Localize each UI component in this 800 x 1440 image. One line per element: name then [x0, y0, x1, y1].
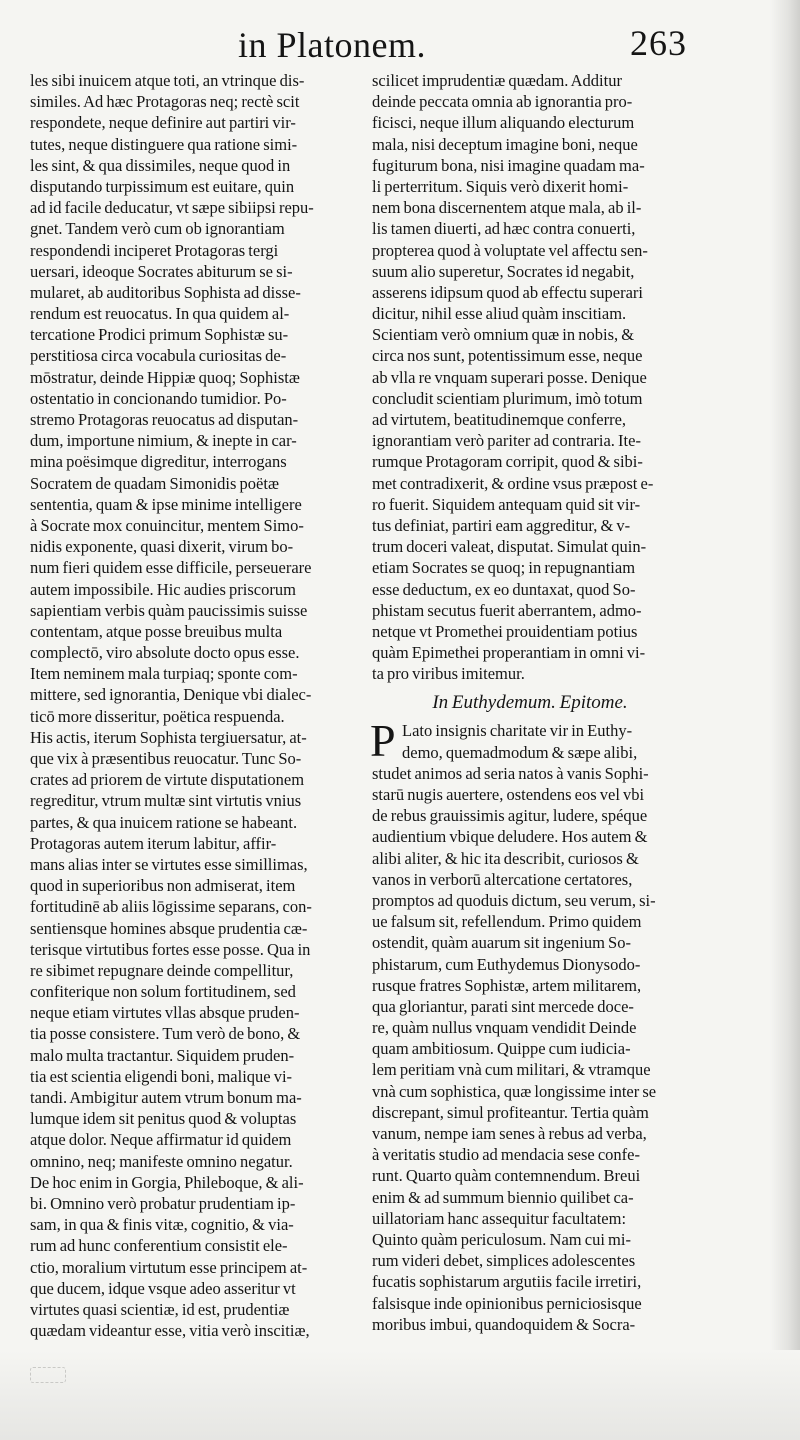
text-line: dum, importune nimium, & inepte in car-: [30, 431, 297, 451]
text-line: etiam Socrates se quoq; in repugnantiam: [372, 558, 636, 578]
text-line: scilicet imprudentiæ quædam. Additur: [372, 71, 622, 90]
text-line: respondete, neque definire aut partiri vir-: [30, 113, 296, 133]
text-line: mans alias inter se virtutes esse simillimas,: [30, 854, 308, 874]
text-line: ad id facile deducatur, vt sæpe sibiipsi repu-: [30, 198, 314, 218]
text-line: virtutes quasi scientiæ, id est, prudentiæ: [30, 1299, 290, 1319]
left-column: [30, 70, 360, 1341]
text-line: tia posse consistere. Tum verò de bono, &: [30, 1024, 301, 1044]
text-line: quàm Epimethei properantiam in omni vi-: [372, 643, 646, 663]
text-line: Item neminem mala turpiaq; sponte com-: [30, 664, 298, 684]
text-line: vanum, nempe iam senes à rebus ad verba,: [372, 1124, 647, 1143]
text-line: mōstratur, deinde Hippiæ quoq; Sophistæ: [30, 367, 300, 387]
text-line: uersari, ideoque Socrates abiturum se si-: [30, 261, 293, 281]
text-line: respondendi inciperet Protagoras tergi: [30, 240, 279, 260]
text-line: ad virtutem, beatitudinemque conferre,: [372, 410, 627, 429]
text-line: omnino, neq; manifeste omnino negatur.: [30, 1151, 293, 1171]
text-line: ab vlla re vnquam superari posse. Denique: [372, 367, 647, 387]
text-line: discrepant, simul profiteantur. Tertia quàm: [372, 1102, 649, 1122]
text-line: rumque Protagoram corripit, quod & sibi-: [372, 452, 643, 472]
text-line: audientium vbique deludere. Hos autem &: [372, 827, 648, 847]
text-line: autem impossibile. Hic audies priscorum: [30, 579, 296, 599]
text-line: asserens idipsum quod ab effectu superari: [372, 282, 643, 302]
text-line: ta pro viribus imitemur.: [372, 664, 525, 684]
text-line: De hoc enim in Gorgia, Phileboque, & ali-: [30, 1172, 304, 1192]
text-line: que ducem, idque vsque adeo asseritur vt: [30, 1278, 296, 1298]
text-line: contentam, atque posse breuibus multa: [30, 621, 283, 641]
text-line: les sibi inuicem atque toti, an vtrinque dis-: [30, 71, 305, 90]
text-line: ctio, moralium virtutum esse principem at-: [30, 1257, 308, 1277]
text-line: num fieri quidem esse difficile, perseuerare: [30, 558, 312, 578]
text-line: met contradixerit, & ordine vsus præpost e-: [372, 473, 654, 493]
text-line: re sibimet repugnare deinde compellitur,: [30, 960, 294, 980]
text-line: alibi aliter, & hic ita describit, curiosos &: [372, 848, 639, 868]
text-line: qua gloriantur, parati sint mercede doce-: [372, 996, 634, 1016]
text-line: tercatione Prodici primum Sophistæ su-: [30, 325, 289, 345]
text-line: propterea quod à voluptate vel affectu sen-: [372, 240, 648, 260]
text-line: gnet. Tandem verò cum ob ignorantiam: [30, 219, 285, 239]
text-line: fugiturum bona, nisi imagine quadam ma-: [372, 155, 645, 175]
text-line: ue falsum sit, refellendum. Primo quidem: [372, 912, 642, 932]
text-line: confiterique non solum fortitudinem, sed: [30, 982, 296, 1002]
text-line: rum videri debet, simplices adolescentes: [372, 1251, 636, 1271]
text-line: sapientiam verbis quàm paucissimis suisse: [30, 600, 308, 620]
text-line: falsisque inde opinionibus perniciosisque: [372, 1293, 642, 1313]
text-line: à veritatis studio ad mendacia sese confe-: [372, 1145, 640, 1165]
text-line: ticō more disseritur, poëtica respuenda.: [30, 706, 285, 726]
text-line: Socratem de quadam Simonidis poëtæ: [30, 473, 279, 493]
text-line: atque dolor. Neque affirmatur id quidem: [30, 1130, 292, 1150]
text-line: stremo Protagoras reuocatus ad disputan-: [30, 410, 299, 429]
text-line: starū nugis auertere, ostendens eos vel vbi: [372, 785, 645, 804]
text-line: netque vt Promethei prouidentiam potius: [372, 621, 638, 641]
text-line: similes. Ad hæc Protagoras neq; rectè scit: [30, 92, 300, 112]
epitome-first-lines: [370, 715, 688, 767]
text-line: demo, quemadmodum & sæpe alibi,: [402, 742, 638, 762]
right-column-top-text: [372, 70, 688, 684]
text-line: lem peritiam vnà cum militari, & vtramque: [372, 1060, 651, 1080]
text-line: perstitiosa circa vocabula curiositas de-: [30, 346, 287, 366]
text-line: ostendit, quàm auarum sit ingenium So-: [372, 933, 631, 953]
text-line: enim & ad summum biennio quilibet ca-: [372, 1187, 634, 1207]
text-line: promptos ad quoduis dictum, seu verum, si-: [372, 890, 656, 910]
text-line: mularet, ab auditoribus Sophista ad disse-: [30, 282, 301, 302]
text-line: bi. Omnino verò probatur prudentiam ip-: [30, 1193, 296, 1213]
page-bottom-shadow: [0, 1350, 800, 1440]
library-stamp: [30, 1367, 66, 1383]
text-line: tus definiat, partiri eam aggreditur, & v-: [372, 515, 631, 535]
text-line: phistarum, cum Euthydemus Dionysodo-: [372, 954, 641, 974]
right-column: [372, 70, 688, 1335]
text-line: crates ad priorem de virtute disputationem: [30, 770, 305, 790]
text-line: runt. Quarto quàm contemnendum. Breui: [372, 1166, 641, 1186]
text-line: de rebus grauissimis agitur, ludere, spéque: [372, 806, 648, 826]
text-line: que vix à præsentibus reuocatur. Tunc So-: [30, 749, 302, 768]
section-title: In Euthydemum. Epitome.: [432, 692, 628, 714]
text-line: uillatoriam hanc assequitur facultatem:: [372, 1208, 627, 1228]
text-line: phistam secutus fuerit aberrantem, admo-: [372, 600, 642, 620]
text-line: les sint, & qua dissimiles, neque quod in: [30, 155, 291, 175]
text-line: lumque idem sit penitus quod & voluptas: [30, 1109, 297, 1129]
text-line: complectō, viro absolute docto opus esse.: [30, 643, 300, 663]
text-line: Scientiam verò omnium quæ in nobis, &: [372, 325, 635, 345]
text-line: nidis exponente, quasi dixerit, virum bo-: [30, 537, 294, 557]
text-line: vanos in verborū altercatione certatores,: [372, 869, 633, 889]
text-line: mala, nisi deceptum imagine boni, neque: [372, 134, 638, 154]
text-line: disputando turpissimum est euitare, quin: [30, 176, 295, 196]
text-line: quod in superioribus non admiserat, item: [30, 876, 296, 896]
text-line: neque etiam virtutes vllas absque pruden-: [30, 1003, 300, 1023]
text-line: esse deductum, ex eo duntaxat, quod So-: [372, 579, 636, 599]
text-line: ro fuerit. Siquidem antequam quid sit vir-: [372, 494, 641, 514]
text-line: Protagoras autem iterum labitur, affir-: [30, 833, 277, 853]
text-line: partes, & qua inuicem ratione se habeant.: [30, 812, 298, 832]
text-line: nem bona discernentem atque mala, ab il-: [372, 198, 642, 218]
text-line: rendum est reuocatus. In qua quidem al-: [30, 304, 290, 324]
text-line: tandi. Ambigitur autem vtrum bonum ma-: [30, 1088, 302, 1107]
text-line: sam, in qua & finis vitæ, cognitio, & via-: [30, 1215, 294, 1235]
text-line: studet animos ad seria natos à vanis Sophi-: [372, 763, 649, 783]
text-line: terisque virtutibus fortes esse posse. Qua in: [30, 939, 311, 959]
text-line: vnà cum sophistica, quæ longissime inter se: [372, 1081, 657, 1101]
text-line: malo multa tractantur. Siquidem pruden-: [30, 1045, 295, 1065]
text-line: trum doceri valeat, disputat. Simulat quin-: [372, 537, 647, 557]
text-line: regreditur, vtrum multæ sint virtutis vnius: [30, 791, 302, 811]
running-head: in Platonem.: [238, 25, 426, 65]
text-line: rusque fratres Sophistæ, artem militarem,: [372, 975, 642, 995]
text-line: quam ambitiosum. Quippe cum iudicia-: [372, 1039, 631, 1059]
text-line: sententia, quam & ipse minime intelligere: [30, 494, 302, 514]
epitome-text: [372, 763, 688, 1335]
text-line: Lato insignis charitate vir in Euthy-: [402, 721, 633, 741]
text-line: His actis, iterum Sophista tergiuersatur, at-: [30, 727, 307, 747]
text-line: quædam videantur esse, vitia verò inscitiæ,: [30, 1321, 310, 1341]
text-line: re, quàm nullus vnquam vendidit Deinde: [372, 1018, 637, 1038]
text-line: suum alio superetur, Socrates id negabit,: [372, 261, 635, 281]
text-line: fortitudinē ab aliis lōgissime separans, con-: [30, 897, 312, 917]
text-line: concludit scientiam plurimum, imò totum: [372, 388, 643, 408]
epitome-opening: [370, 715, 688, 767]
text-line: mina poësimque digreditur, interrogans: [30, 452, 287, 472]
text-line: à Socrate mox conuincitur, mentem Simo-: [30, 515, 304, 535]
text-line: rum ad hunc conferentium consistit ele-: [30, 1236, 288, 1256]
text-line: mittere, sed ignorantia, Denique vbi dialec-: [30, 685, 312, 705]
text-line: lis tamen diuerti, ad hæc contra conuerti,: [372, 219, 636, 239]
text-line: sentiensque homines absque prudentia cæ-: [30, 918, 308, 938]
text-line: ostentatio in concionando tumidior. Po-: [30, 388, 287, 408]
page-edge-shadow: [770, 0, 800, 1440]
text-line: moribus imbui, quandoquidem & Socra-: [372, 1314, 636, 1334]
text-line: dicitur, nihil esse aliud quàm inscitiam.: [372, 304, 627, 324]
text-line: fucatis sophistarum argutiis facile irretiri,: [372, 1272, 642, 1292]
drop-capital: P: [370, 715, 396, 767]
page-number: 263: [630, 23, 687, 63]
text-line: Quinto quàm periculosum. Nam cui mi-: [372, 1229, 631, 1249]
text-line: tia est scientia eligendi boni, malique vi-: [30, 1066, 293, 1086]
text-line: li perterritum. Siquis verò dixerit homi-: [372, 176, 629, 196]
text-line: deinde peccata omnia ab ignorantia pro-: [372, 92, 633, 112]
text-line: ficisci, neque illum aliquando electurum: [372, 113, 635, 133]
text-line: tutes, neque distinguere qua ratione simi-: [30, 134, 298, 154]
text-line: circa nos sunt, potentissimum esse, neque: [372, 346, 643, 366]
text-line: ignorantiam verò pariter ad contraria. Ite-: [372, 431, 641, 451]
